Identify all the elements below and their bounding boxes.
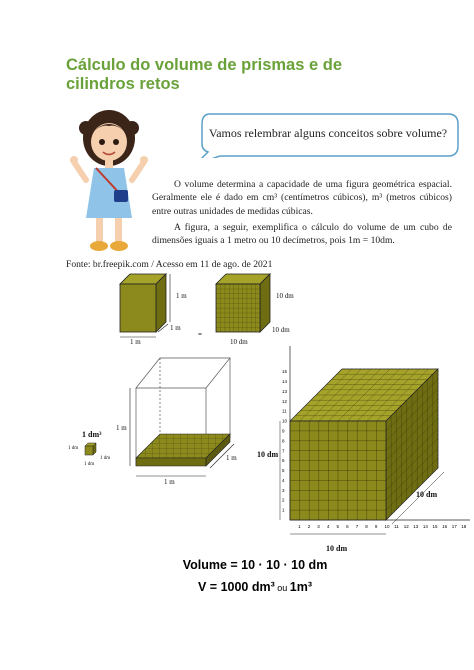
y-tick-label: 7 <box>282 448 285 454</box>
girl-illustration <box>66 100 150 260</box>
x-tick-label: 10 <box>384 524 390 529</box>
y-tick-label: 11 <box>282 408 287 414</box>
box-height-label: 1 m <box>116 424 127 432</box>
example-paragraph: A figura, a seguir, exemplifica o cálculo do volume de um cubo de dimensões iguais a 1 metro ou 10 decímetros, pois 1m = 10dm. <box>152 222 452 247</box>
intro-paragraph: O volume determina a capacidade de uma figura geométrica espacial. Geralmente ele é dado em cm³ (centímetros cúbicos), m³ (metros cúbicos) entre outras unidades de medidas cúbicas. <box>152 179 452 217</box>
x-tick-label: 2 <box>307 524 311 529</box>
x-tick-label: 5 <box>336 524 340 529</box>
grid-cube-depth-label: 10 dm <box>272 326 290 334</box>
y-tick-label: 15 <box>282 369 288 375</box>
y-tick-label: 3 <box>282 487 285 493</box>
cube-1m-diagram <box>112 270 192 350</box>
cube-depth-label: 1 m <box>170 324 181 332</box>
grid-cube-width-label: 10 dm <box>230 338 248 346</box>
volume-equation: Volume = 10 · 10 · 10 dm <box>182 558 328 572</box>
x-tick-label: 11 <box>394 524 399 529</box>
page-title: Cálculo do volume de prismas e de cilindros retos <box>66 56 342 93</box>
x-tick-label: 4 <box>326 524 330 529</box>
x-tick-label: 17 <box>451 524 457 529</box>
y-tick-label: 1 <box>282 507 285 513</box>
y-tick-label: 6 <box>282 458 285 464</box>
y-tick-label: 4 <box>282 477 285 483</box>
small-cube-1dm3 <box>84 442 98 456</box>
small-cube-depth-label: 1 dm <box>100 456 111 461</box>
volume-result-or: ou <box>274 583 290 593</box>
x-tick-label: 1 <box>298 524 301 529</box>
large-cube-depth-label: 10 dm <box>416 490 438 499</box>
x-tick-label: 7 <box>355 524 359 529</box>
cube-width-label: 1 m <box>130 338 141 346</box>
grid-cube-height-label: 10 dm <box>276 292 294 300</box>
box-width-label: 1 m <box>164 478 175 486</box>
y-tick-label: 2 <box>282 497 285 503</box>
y-tick-label: 12 <box>282 398 288 404</box>
volume-result <box>150 580 360 594</box>
box-depth-label: 1 m <box>226 454 237 462</box>
x-tick-label: 8 <box>365 524 368 529</box>
large-grid-cube-diagram <box>270 340 474 540</box>
x-tick-label: 15 <box>432 524 438 529</box>
volume-result-m3: 1m³ <box>289 580 313 594</box>
x-tick-label: 12 <box>403 524 409 529</box>
cube-10dm-grid-diagram <box>212 270 292 350</box>
x-tick-label: 14 <box>422 524 428 529</box>
large-cube-width-label: 10 dm <box>326 544 348 553</box>
y-tick-label: 10 <box>282 418 288 424</box>
x-tick-label: 9 <box>374 524 378 529</box>
y-tick-label: 5 <box>282 468 285 474</box>
open-box-layer-diagram <box>118 354 258 484</box>
x-tick-label: 18 <box>461 524 467 529</box>
y-tick-label: 8 <box>282 438 285 444</box>
small-cube-side-label: 1 dm <box>68 446 79 451</box>
volume-result-dm3: V = 1000 dm³ <box>197 580 275 594</box>
y-tick-label: 13 <box>282 388 288 394</box>
small-cube-volume-label: 1 dm³ <box>82 430 102 439</box>
cube-height-label: 1 m <box>176 292 187 300</box>
x-tick-label: 13 <box>413 524 419 529</box>
small-cube-width-label: 1 dm <box>84 462 95 467</box>
large-cube-height-label: 10 dm <box>257 450 279 459</box>
separator-dash: - <box>198 326 202 340</box>
x-tick-label: 3 <box>317 524 320 529</box>
y-tick-label: 14 <box>282 379 288 385</box>
y-tick-label: 9 <box>282 428 285 434</box>
x-tick-label: 16 <box>442 524 448 529</box>
speech-bubble-text: Vamos relembrar alguns conceitos sobre volume? <box>208 126 448 140</box>
x-tick-label: 6 <box>346 524 349 529</box>
source-citation: Fonte: br.freepik.com / Acesso em 11 de ago. de 2021 <box>66 259 273 270</box>
